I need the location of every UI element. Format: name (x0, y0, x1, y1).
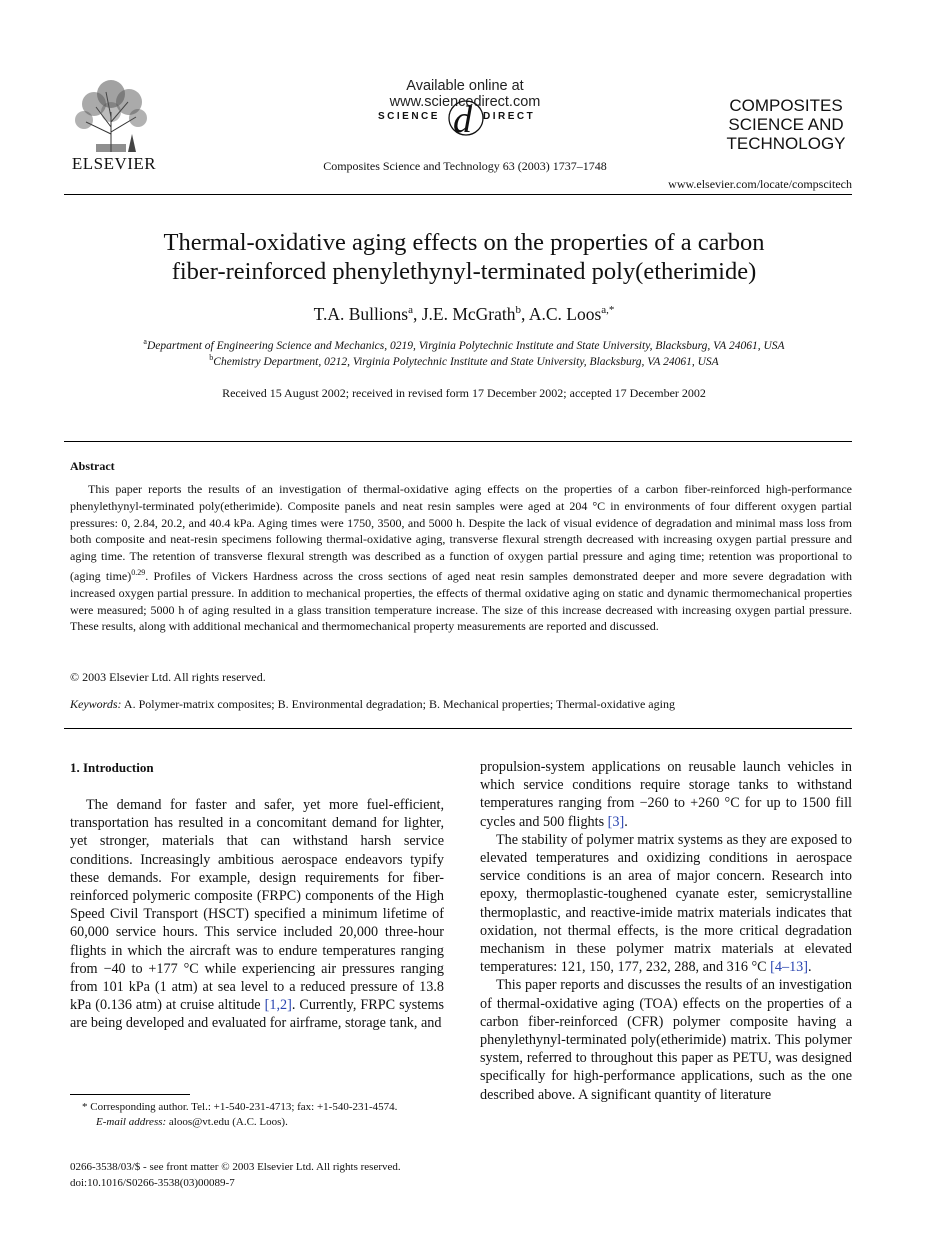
journal-reference: Composites Science and Technology 63 (2003) 1737–1748 (323, 159, 607, 173)
journal-name-line: TECHNOLOGY (726, 134, 846, 153)
citation-link[interactable]: [4–13] (770, 959, 808, 976)
body-text: . (808, 959, 812, 976)
abstract-copyright: © 2003 Elsevier Ltd. All rights reserved. (70, 670, 266, 684)
article-title (64, 228, 864, 286)
author-name: J.E. McGrath (421, 304, 516, 324)
affiliation-text: Chemistry Department, 0212, Virginia Polytechnic Institute and State University, Blacksburg, VA 24061, USA (213, 355, 719, 368)
abstract-heading: Abstract (70, 459, 115, 473)
available-online-link[interactable]: Available online at www.sciencedirect.com (389, 78, 541, 110)
journal-name-line: SCIENCE AND (728, 115, 844, 134)
body-text: This paper reports and discusses the results of an investigation of thermal-oxidative aging (TOA) effects on the properties of a carbon fiber-reinforced (CFR) polymer composite having a phenylethynyl-terminated poly(etherimide) matrix. This polymer system, referred to throughout this paper as PETU, was designed specifically for high-performance applications, such as the one described above. A significant quantity of literature (480, 977, 852, 1103)
author-affil-mark: b (515, 304, 522, 317)
affiliation-text: Department of Engineering Science and Mechanics, 0219, Virginia Polytechnic Institute and State University, Blacksburg, VA 24061, USA (146, 339, 785, 352)
abstract-text: This paper reports the results of an investigation of thermal-oxidative aging effects on the properties of a carbon fiber-reinforced high-performance phenylethynyl-terminated poly(etherimide). Composite panels and neat resin samples were aged at 204 °C in environments of four different oxygen partial pressures: 0, 2.84, 20.2, and 40.4 kPa. Aging times were 1750, 3500, and 5000 h. Despite the lack of visual evidence of degradation and minimal mass loss from both composite and neat-resin specimens following thermal-oxidative aging, transverse flexural strength decreased with increasing oxygen partial pressure and aging time. The retention of transverse flexural strength was described as a function of oxygen partial pressure and aging time; retention was proportional to (aging time) (70, 482, 852, 583)
sciencedirect-left-word: SCIENCE (378, 111, 440, 122)
doi-link[interactable]: doi:10.1016/S0266-3538(03)00089-7 (70, 1177, 235, 1189)
affiliation-mark: b (209, 353, 214, 362)
body-text: The stability of polymer matrix systems as they are exposed to elevated temperatures and oxidizing conditions in aerospace service conditions is an area of major concern. Research into epoxy, thermoplastic-toughened cyanate ester, semicrystalline thermoplastic, and reactive-imide matrix materials indicates that oxidation, not thermal effects, is the more critical degradation mechanism in these polymer matrix materials at elevated temperatures: 121, 150, 177, 232, 288, and 316 °C (480, 831, 852, 976)
abstract-body (70, 481, 852, 635)
header-rule (64, 194, 852, 195)
paragraph (480, 976, 852, 1103)
publisher-name: ELSEVIER (71, 154, 157, 173)
keywords-label: Keywords: (70, 697, 122, 711)
affiliation-a (64, 337, 864, 352)
affiliation-b (64, 353, 864, 368)
abstract-text: . Profiles of Vickers Hardness across the cross sections of aged neat resin samples demonstrated deeper and more severe degradation with increased oxygen partial pressure. In addition to mechanical properties, the effects of thermal oxidative aging on static and dynamic thermomechanical properties were measured; 5000 h of aging resulted in a glass transition temperature increase. The size of this increase decreased with increasing oxygen partial pressure. These results, along with additional mechanical and thermomechanical property measurements are reported and discussed. (70, 568, 852, 634)
received-dates: Received 15 August 2002; received in revised form 17 December 2002; accepted 17 December 2002 (222, 386, 706, 400)
author-name: T.A. Bullions (313, 304, 409, 324)
footnote-rule (70, 1094, 190, 1095)
title-line: fiber-reinforced phenylethynyl-terminated poly(etherimide) (171, 258, 757, 285)
body-text: . Currently, FRPC systems are being developed and evaluated for airframe, storage tank, and (70, 997, 445, 1032)
journal-name-line: COMPOSITES (729, 96, 843, 115)
author-affil-mark[interactable]: a,* (601, 304, 615, 317)
email-address[interactable]: aloos@vt.edu (A.C. Loos). (168, 1116, 288, 1128)
body-text: propulsion-system applications on reusable launch vehicles in which service conditions require storage tanks to withstand temperatures ranging from −260 to +260 °C for up to 1500 fill cycles and 500 flights (480, 759, 852, 830)
citation-link[interactable]: [3] (607, 813, 625, 830)
section-heading: 1. Introduction (70, 760, 154, 775)
title-line: Thermal-oxidative aging effects on the properties of a carbon (163, 229, 765, 256)
sciencedirect-right-word: DIRECT (483, 111, 536, 122)
body-text: . (624, 813, 628, 830)
paragraph (480, 758, 852, 831)
right-column-text (480, 758, 852, 1104)
issn-line: 0266-3538/03/$ - see front matter © 2003 Elsevier Ltd. All rights reserved. (70, 1161, 401, 1173)
abstract-top-rule (64, 441, 852, 442)
author-name: A.C. Loos (528, 304, 602, 324)
paragraph (480, 831, 852, 977)
svg-text:d: d (453, 99, 472, 138)
affiliation-mark: a (143, 337, 147, 346)
email-label: E-mail address: (96, 1116, 167, 1128)
email-note (96, 1115, 444, 1130)
body-text: The demand for faster and safer, yet more fuel-efficient, transportation has resulted in a concomitant demand for lighter, yet stronger, materials that can withstand harsh service conditions. Increasingly ambitious aerospace endeavors typify these demands. For example, design requirements for fiber-reinforced polymeric composite (FRPC) components of the High Speed Civil Transport (HSCT) specified a minimum lifetime of 60,000 service hours. This service included 20,000 three-hour flights in which the aircraft was to endure temperatures ranging from −40 to +177 °C while experiencing air pressures ranging from 101 kPa (1 atm) at sea level to a reduced pressure of 13.8 kPa (0.136 atm) at cruise altitude (70, 797, 444, 1014)
author-affil-mark: a (408, 304, 413, 317)
citation-link[interactable]: [1,2] (264, 997, 292, 1014)
footnote (70, 1100, 444, 1130)
body-top-rule (64, 728, 852, 729)
abstract-exponent: 0.29 (131, 567, 146, 577)
keywords-text: A. Polymer-matrix composites; B. Environmental degradation; B. Mechanical properties; Thermal-oxidative aging (123, 697, 675, 711)
author-list: T.A. Bullions$^a$, J.E. McGrath$^b$, A.C. Loos$^{a,*}$ (313, 304, 615, 324)
journal-name (700, 96, 872, 153)
keywords (70, 697, 852, 712)
corresponding-author-note: * Corresponding author. Tel.: +1-540-231-4713; fax: +1-540-231-4574. (82, 1101, 398, 1113)
journal-url-link[interactable]: www.elsevier.com/locate/compscitech (668, 177, 852, 191)
left-column-text (70, 796, 444, 1033)
